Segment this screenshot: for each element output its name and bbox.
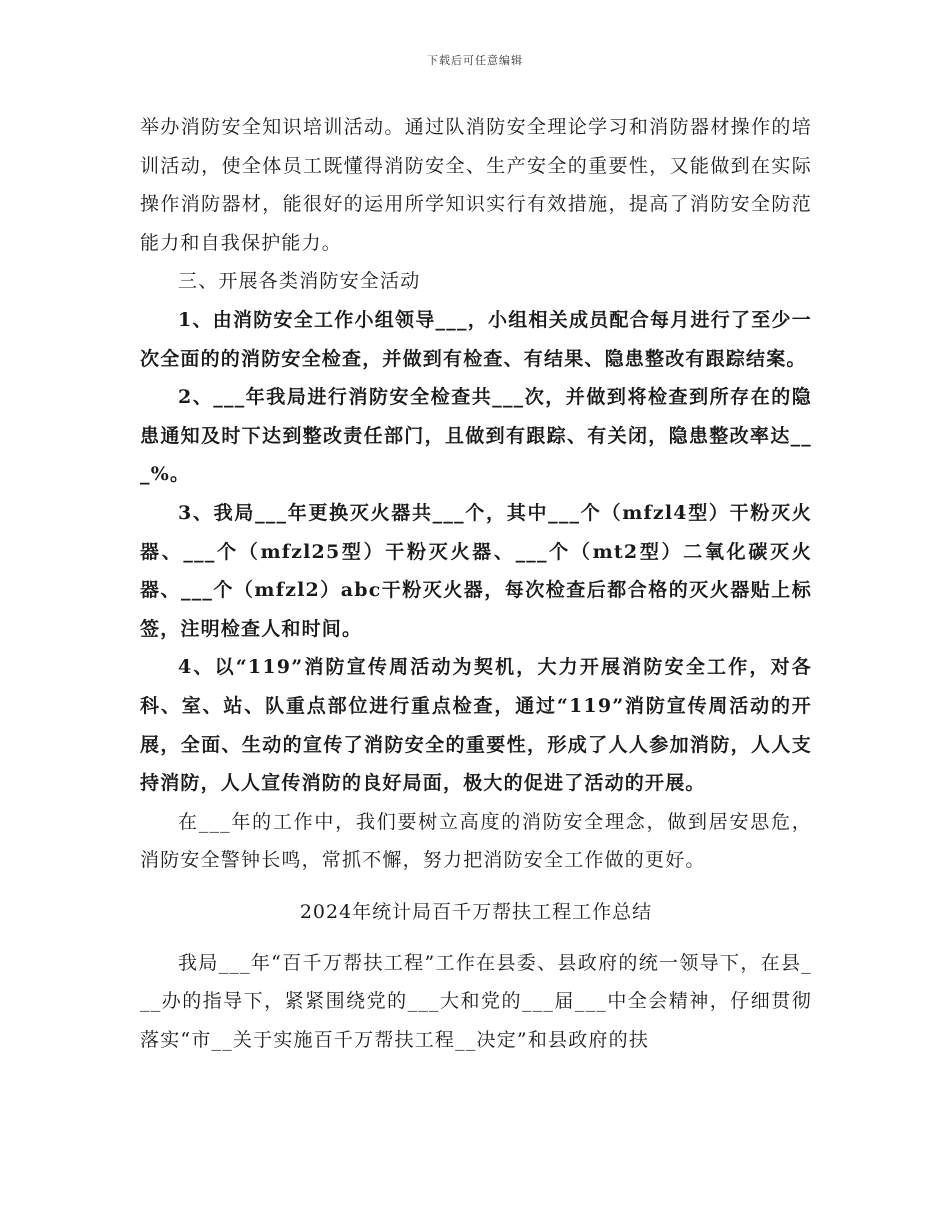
page-header-note: 下载后可任意编辑 [427, 54, 523, 67]
document-title: 2024年统计局百千万帮扶工程工作总结 [299, 900, 653, 923]
paragraph-poverty-aid: 我局___年“百千万帮扶工程”工作在县委、县政府的统一领导下，在县___办的指导下，紧紧围绕党的___大和党的___届___中全会精神，仔细贯彻落实“市__关于实施百千万帮扶工程__决定”和县政府的扶 [140, 951, 812, 1052]
paragraph-training: 举办消防安全知识培训活动。通过队消防安全理论学习和消防器材操作的培训活动，使全体员工既懂得消防安全、生产安全的重要性，又能做到在实际操作消防器材，能很好的运用所学知识实行有效措施，提高了消防安全防范能力和自我保护能力。 [140, 116, 812, 254]
list-item-inspection-leadership: 1、由消防安全工作小组领导___，小组相关成员配合每月进行了至少一次全面的的消防安全检查，并做到有检查、有结果、隐患整改有跟踪结案。 [140, 308, 812, 370]
list-item-extinguishers: 3、我局___年更换灭火器共___个，其中___个（mfzl4型）干粉灭火器、___个（mfzl25型）干粉灭火器、___个（mt2型）二氧化碳灭火器、___个（mfzl2）abc干粉灭火器，每次检查后都合格的灭火器贴上标签，注明检查人和时间。 [140, 501, 812, 640]
document-body [140, 108, 812, 1060]
paragraph-closing: 在___年的工作中，我们要树立高度的消防安全理念，做到居安思危，消防安全警钟长鸣，常抓不懈，努力把消防安全工作做的更好。 [140, 810, 812, 872]
list-item-inspection-count: 2、___年我局进行消防安全检查共___次，并做到将检查到所存在的隐患通知及时下达到整改责任部门，且做到有跟踪、有关闭，隐患整改率达___%。 [140, 386, 812, 486]
section-heading-activities: 三、开展各类消防安全活动 [178, 270, 421, 293]
list-item-119-campaign: 4、以“119”消防宣传周活动为契机，大力开展消防安全工作，对各科、室、站、队重点部位进行重点检查，通过“119”消防宣传周活动的开展，全面、生动的宣传了消防安全的重要性，形成了人人参加消防，人人支持消防，人人宣传消防的良好局面，极大的促进了活动的开展。 [140, 656, 812, 795]
